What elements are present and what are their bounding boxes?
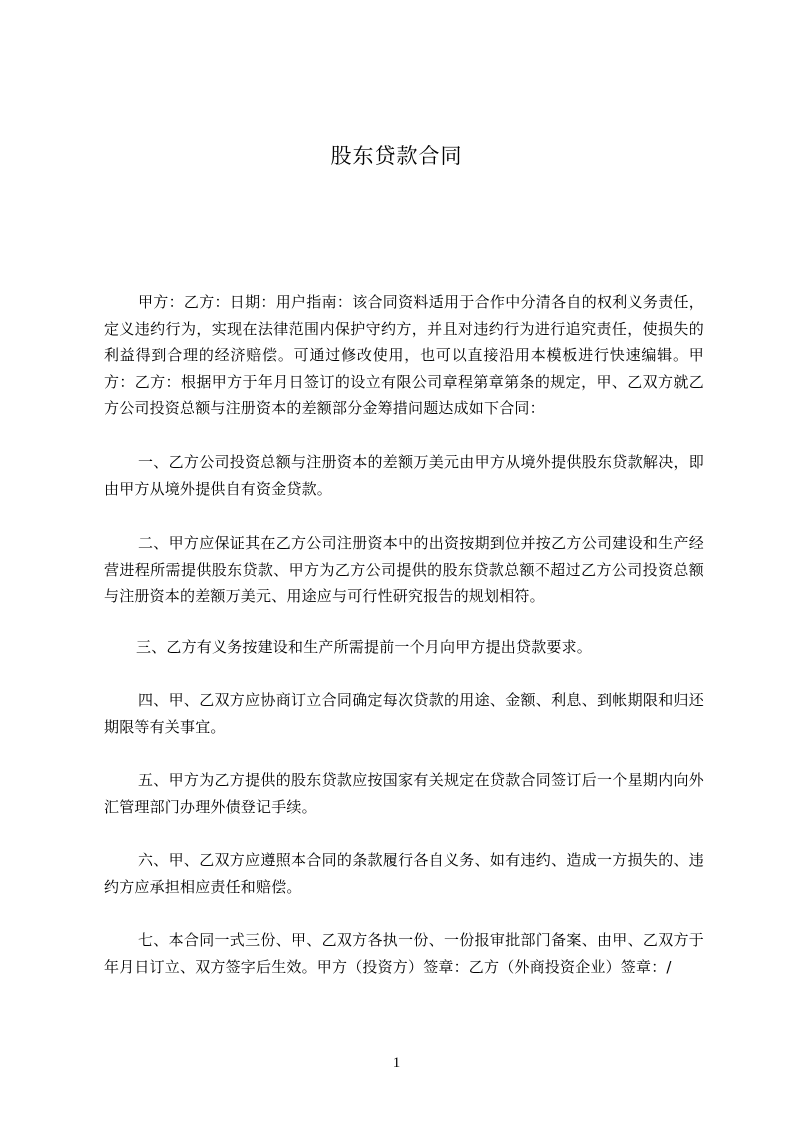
clause-7: 七、本合同一式三份、甲、乙双方各执一份、一份报审批部门备案、由甲、乙双方于年月日订立、双方签字后生效。甲方（投资方）签章：乙方（外商投资企业）签章：/ bbox=[104, 931, 704, 976]
clause-3: 三、乙方有义务按建设和生产所需提前一个月向甲方提出贷款要求。 bbox=[136, 638, 593, 656]
clause-6: 六、甲、乙双方应遵照本合同的条款履行各自义务、如有违约、造成一方损失的、违约方应承担相应责任和赔偿。 bbox=[104, 851, 704, 896]
clause-1: 一、乙方公司投资总额与注册资本的差额万美元由甲方从境外提供股东贷款解决，即由甲方从境外提供自有资金贷款。 bbox=[104, 453, 704, 498]
page-number: 1 bbox=[392, 1055, 401, 1071]
clause-2: 二、甲方应保证其在乙方公司注册资本中的出资按期到位并按乙方公司建设和生产经营进程所需提供股东贷款、甲方为乙方公司提供的股东贷款总额不超过乙方公司投资总额与注册资本的差额万美元、用途应与可行性研究报告的规划相符。 bbox=[104, 534, 704, 605]
clause-5: 五、甲方为乙方提供的股东贷款应按国家有关规定在贷款合同签订后一个星期内向外汇管理部门办理外债登记手续。 bbox=[104, 771, 704, 816]
clause-4: 四、甲、乙双方应协商订立合同确定每次贷款的用途、金额、利息、到帐期限和归还期限等有关事宜。 bbox=[104, 691, 704, 736]
intro-paragraph: 甲方：乙方：日期：用户指南：该合同资料适用于合作中分清各自的权利义务责任，定义违约行为，实现在法律范围内保护守约方，并且对违约行为进行追究责任，使损失的利益得到合理的经济赔偿。可通过修改使用，也可以直接沿用本模板进行快速编辑。甲方：乙方：根据甲方于年月日签订的设立有限公司章程第章第条的规定，甲、乙双方就乙方公司投资总额与注册资本的差额部分金筹措问题达成如下合同： bbox=[104, 293, 704, 417]
document-title: 股东贷款合同 bbox=[330, 144, 463, 168]
